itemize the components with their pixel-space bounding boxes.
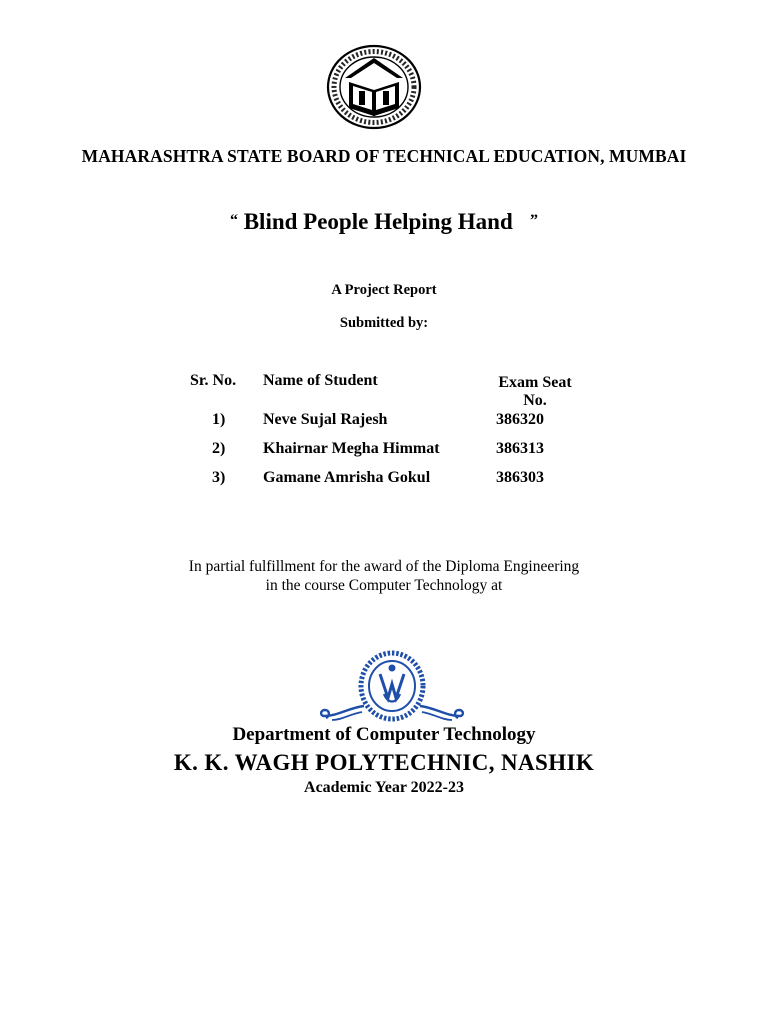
row-1-seat: 386320 [496, 411, 544, 428]
header-student-name: Name of Student [263, 372, 378, 389]
header-exam-seat-line1: Exam Seat [498, 374, 572, 391]
department-name: Department of Computer Technology [232, 724, 536, 745]
row-1-name: Neve Sujal Rajesh [263, 411, 388, 428]
fulfillment-text [0, 557, 768, 595]
submitted-by-label: Submitted by: [339, 315, 429, 331]
fulfillment-line-1: In partial fulfillment for the award of the Diploma Engineering [188, 558, 580, 575]
header-sr-no: Sr. No. [190, 372, 237, 389]
academic-year: Academic Year 2022-23 [304, 779, 464, 796]
close-quote: ” [530, 212, 539, 229]
open-quote: “ [229, 212, 238, 229]
header-exam-seat [493, 374, 577, 410]
msbte-seal-logo [325, 44, 423, 130]
row-3-seat: 386303 [496, 469, 544, 486]
row-3-sr: 3) [212, 469, 226, 486]
row-1-sr: 1) [212, 411, 226, 428]
row-2-seat: 386313 [496, 440, 544, 457]
row-2-sr: 2) [212, 440, 226, 457]
kk-wagh-emblem-logo [318, 646, 466, 724]
row-3-name: Gamane Amrisha Gokul [263, 469, 431, 486]
header-exam-seat-line2: No. [523, 392, 547, 409]
row-2-name: Khairnar Megha Himmat [263, 440, 440, 457]
college-name: K. K. WAGH POLYTECHNIC, NASHIK [173, 750, 595, 775]
fulfillment-line-2: in the course Computer Technology at [265, 577, 503, 594]
project-title: Blind People Helping Hand [243, 209, 513, 234]
report-type: A Project Report [331, 282, 437, 298]
board-name: MAHARASHTRA STATE BOARD OF TECHNICAL EDUCATION, MUMBAI [81, 146, 687, 166]
project-title-line [0, 209, 768, 235]
